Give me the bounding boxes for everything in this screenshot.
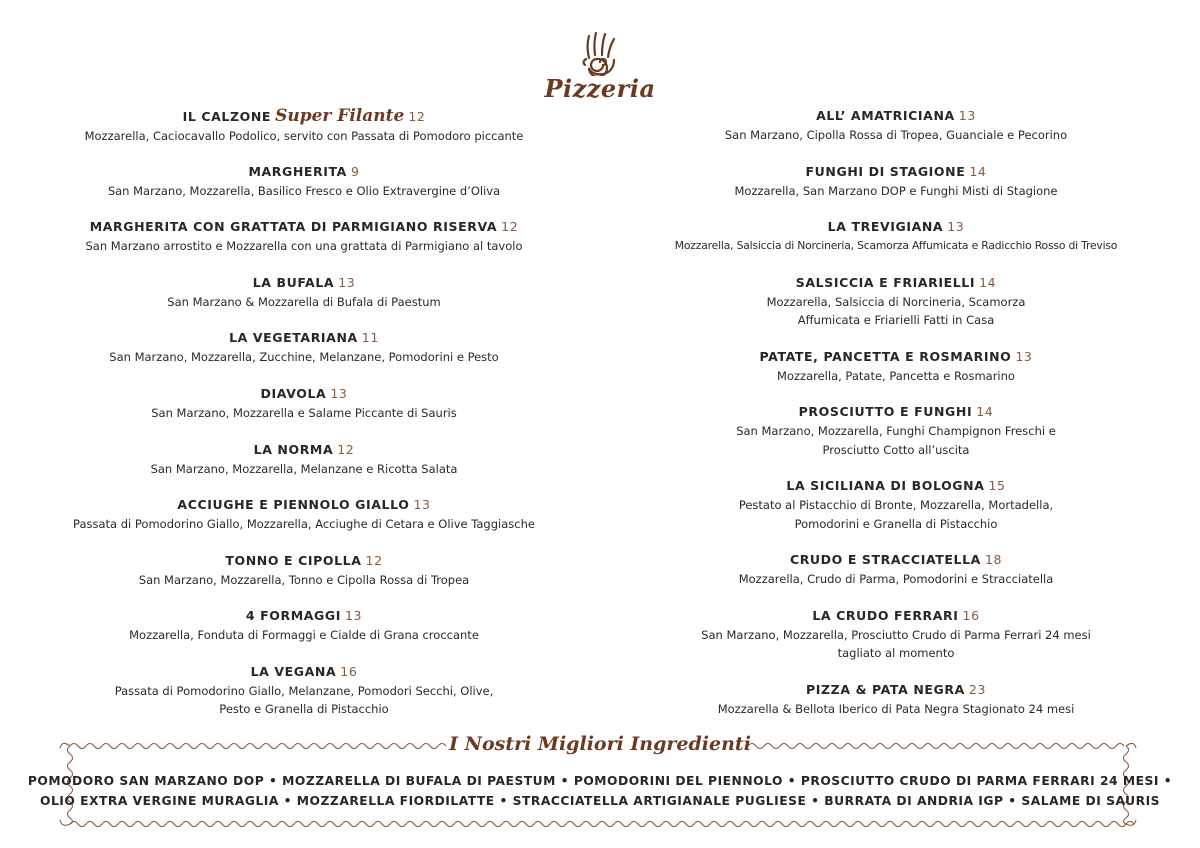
item-description: Mozzarella, Caciocavallo Podolico, servito con Passata di Pomodoro piccante xyxy=(84,129,524,143)
menu-item xyxy=(646,273,1146,347)
item-price: 13 xyxy=(947,219,965,235)
menu-item xyxy=(40,551,568,607)
item-description: San Marzano, Mozzarella, Prosciutto Crudo di Parma Ferrari 24 mesi xyxy=(701,627,1091,642)
item-price: 16 xyxy=(962,607,980,623)
item-name: LA CRUDO FERRARI xyxy=(812,607,959,623)
item-name: LA BUFALA xyxy=(252,274,335,290)
item-description: Mozzarella, Crudo di Parma, Pomodorini e Stracciatella xyxy=(738,572,1054,587)
item-price: 12 xyxy=(337,441,355,457)
item-price: 13 xyxy=(338,274,356,290)
item-name: SALSICCIA E FRIARIELLI xyxy=(795,274,976,290)
item-description: San Marzano, Mozzarella, Tonno e Cipolla Rossa di Tropea xyxy=(138,572,470,587)
item-name: LA VEGANA xyxy=(250,663,337,679)
menu-item xyxy=(40,606,568,662)
item-name: TONNO E CIPOLLA xyxy=(225,552,362,568)
item-price: 9 xyxy=(350,163,360,179)
menu-item xyxy=(40,384,568,440)
spiral-hand-icon xyxy=(580,30,620,76)
item-price: 11 xyxy=(361,330,379,346)
menu-item xyxy=(40,328,568,384)
item-price: 18 xyxy=(984,552,1003,568)
item-price: 14 xyxy=(979,274,997,290)
item-name: ALL’ AMATRICIANA xyxy=(816,108,955,123)
item-price: 12 xyxy=(501,219,519,235)
item-name: LA NORMA xyxy=(253,441,334,457)
item-name: PROSCIUTTO E FUNGHI xyxy=(798,404,973,420)
item-description: Affumicata e Friarielli Fatti in Casa xyxy=(797,313,995,328)
item-description: Pomodorini e Granella di Pistacchio xyxy=(794,516,998,531)
item-description: San Marzano, Cipolla Rossa di Tropea, Guanciale e Pecorino xyxy=(724,128,1068,142)
ingredients-list xyxy=(0,771,1200,811)
item-name: LA VEGETARIANA xyxy=(229,330,358,346)
item-special-label: Super Filante xyxy=(275,106,405,126)
item-price: 13 xyxy=(1015,348,1033,364)
item-price: 15 xyxy=(988,478,1006,494)
item-description: Pesto e Granella di Pistacchio xyxy=(219,702,389,717)
item-name: ACCIUGHE E PIENNOLO GIALLO xyxy=(177,497,410,513)
item-description: Passata di Pomodorino Giallo, Mozzarella, Acciughe di Cetara e Olive Taggiasche xyxy=(73,517,535,532)
item-name: MARGHERITA xyxy=(248,163,347,179)
menu-item xyxy=(40,162,568,218)
menu-item xyxy=(646,476,1146,550)
item-name: LA SICILIANA DI BOLOGNA xyxy=(786,478,985,494)
item-description: San Marzano arrostito e Mozzarella con una grattata di Parmigiano al tavolo xyxy=(85,239,523,254)
item-description: Pestato al Pistacchio di Bronte, Mozzarella, Mortadella, xyxy=(738,498,1054,513)
right-menu-column xyxy=(646,106,1146,736)
item-name: MARGHERITA CON GRATTATA DI PARMIGIANO RISERVA xyxy=(89,219,498,235)
item-description: Passata di Pomodorino Giallo, Melanzane, Pomodori Secchi, Olive, xyxy=(114,683,494,698)
ingredients-title: I Nostri Migliori Ingredienti xyxy=(449,733,751,755)
menu-item xyxy=(646,550,1146,606)
menu-item xyxy=(40,662,568,736)
item-description: Mozzarella, Patate, Pancetta e Rosmarino xyxy=(777,368,1015,383)
item-name: IL CALZONE xyxy=(182,109,272,124)
item-name: DIAVOLA xyxy=(260,385,327,401)
menu-item xyxy=(40,495,568,551)
item-description: Mozzarella & Bellota Iberico di Pata Negra Stagionato 24 mesi xyxy=(717,701,1075,716)
ingredients-line: OLIO EXTRA VERGINE MURAGLIA • MOZZARELLA FIORDILATTE • STRACCIATELLA ARTIGIANALE PUGLIESE • BURRATA DI ANDRIA IGP • SALAME DI SAURIS xyxy=(39,794,1160,808)
item-description: San Marzano, Mozzarella, Funghi Champignon Freschi e xyxy=(736,424,1056,439)
menu-item xyxy=(40,440,568,496)
item-description: tagliato al momento xyxy=(837,646,955,661)
menu-item xyxy=(40,106,568,162)
item-description: San Marzano & Mozzarella di Bufala di Paestum xyxy=(167,294,441,309)
ingredients-line: POMODORO SAN MARZANO DOP • MOZZARELLA DI BUFALA DI PAESTUM • POMODORINI DEL PIENNOLO • PROSCIUTTO CRUDO DI PARMA FERRARI 24 MESI • xyxy=(27,774,1173,788)
item-description: San Marzano, Mozzarella e Salame Piccante di Sauris xyxy=(151,405,457,420)
left-menu-column xyxy=(40,106,568,736)
item-price: 13 xyxy=(413,497,431,513)
item-description: Mozzarella, Salsiccia di Norcineria, Scamorza xyxy=(766,294,1026,309)
item-price: 13 xyxy=(330,385,348,401)
item-description: Mozzarella, Fonduta di Formaggi e Cialde di Grana croccante xyxy=(129,628,479,643)
menu-item xyxy=(646,106,1146,162)
menu-item xyxy=(646,162,1146,218)
item-price: 14 xyxy=(969,163,987,179)
item-name: CRUDO E STRACCIATELLA xyxy=(789,552,981,568)
menu-item xyxy=(646,217,1146,273)
item-name: LA TREVIGIANA xyxy=(827,219,944,235)
item-name: PIZZA & PATA NEGRA xyxy=(806,681,965,697)
menu-item xyxy=(646,347,1146,403)
item-price: 12 xyxy=(365,552,383,568)
menu-item xyxy=(646,606,1146,680)
item-name: 4 FORMAGGI xyxy=(245,608,341,624)
item-name: PATATE, PANCETTA E ROSMARINO xyxy=(759,348,1012,364)
logo-title: Pizzeria xyxy=(544,74,656,103)
item-description: San Marzano, Mozzarella, Zucchine, Melanzane, Pomodorini e Pesto xyxy=(109,350,499,365)
item-description: Mozzarella, Salsiccia di Norcineria, Scamorza Affumicata e Radicchio Rosso di Treviso xyxy=(674,239,1118,253)
item-price: 14 xyxy=(976,404,994,420)
item-price: 12 xyxy=(408,109,426,124)
item-description: Prosciutto Cotto all’uscita xyxy=(822,442,970,457)
item-price: 23 xyxy=(968,681,986,697)
item-description: San Marzano, Mozzarella, Melanzane e Ricotta Salata xyxy=(150,461,458,476)
menu-item xyxy=(40,273,568,329)
menu-item xyxy=(40,217,568,273)
item-price: 16 xyxy=(340,663,358,679)
pizzeria-logo xyxy=(540,30,660,110)
item-description: Mozzarella, San Marzano DOP e Funghi Misti di Stagione xyxy=(734,183,1058,198)
item-price: 13 xyxy=(958,108,976,123)
item-name: FUNGHI DI STAGIONE xyxy=(805,163,966,179)
item-description: San Marzano, Mozzarella, Basilico Fresco e Olio Extravergine d’Oliva xyxy=(107,183,501,198)
item-price: 13 xyxy=(345,608,363,624)
menu-item xyxy=(646,402,1146,476)
